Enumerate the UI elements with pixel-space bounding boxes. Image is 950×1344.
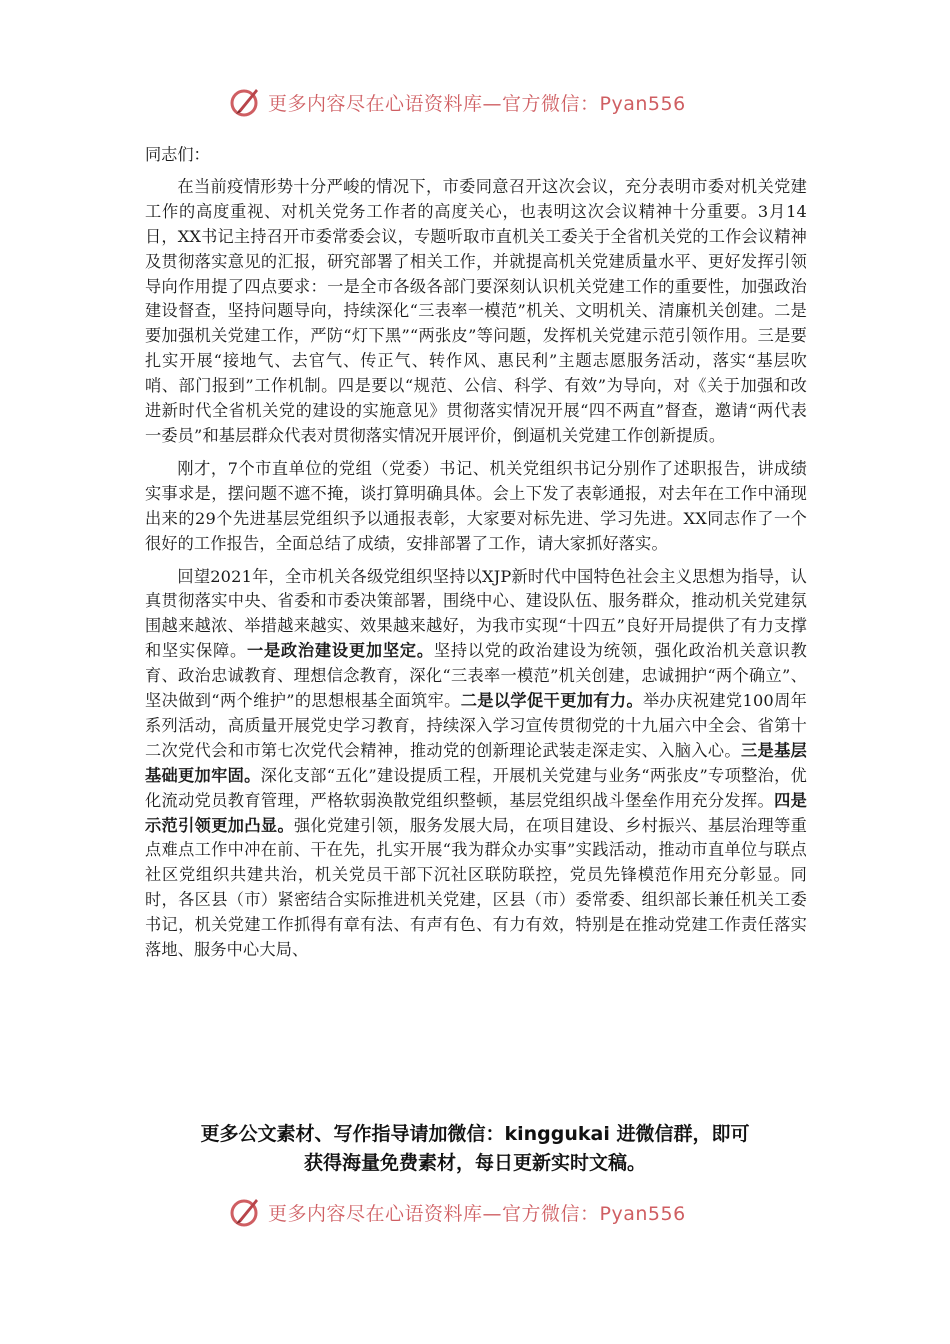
quill-logo-icon (228, 1195, 262, 1229)
promo-notice (120, 1120, 830, 1178)
bold-heading: 四是示范引领更加凸显。 (145, 790, 807, 835)
paragraph-text: 坚持以党的政治建设为统领，强化政治机关意识教育、政治忠诚教育、理想信念教育，深化“三表率一模范”机关创建，忠诚拥护“两个确立”、坚决做到“两个维护”的思想根基全面筑牢。 (145, 641, 807, 711)
greeting: 同志们： (145, 145, 210, 164)
paragraph-text: 刚才，7个市直单位的党组（党委）书记、机关党组织书记分别作了述职报告，讲成绩实事求是，摆问题不遮不掩，谈打算明确具体。会上下发了表彰通报，对去年在工作中涌现出来的29个先进基层党组织予以通报表彰，大家要对标先进、学习先进。XX同志作了一个很好的工作报告，全面总结了成绩，安排部署了工作，请大家抓好落实。 (145, 458, 807, 553)
bold-heading: 三是基层基础更加牢固。 (145, 740, 807, 785)
paragraph-text: 举办庆祝建党100周年系列活动，高质量开展党史学习教育，持续深入学习宣传贯彻党的十九届六中全会、省第十二次党代会和市第七次党代会精神，推动党的创新理论武装走深走实、入脑入心。 (145, 691, 808, 760)
footer-banner-text: 更多内容尽在心语资料库—官方微信：Pyan556 (268, 1202, 686, 1225)
document-body (145, 143, 807, 971)
header-banner (228, 82, 748, 122)
header-banner-text: 更多内容尽在心语资料库—官方微信：Pyan556 (268, 92, 686, 115)
paragraph-1 (145, 175, 807, 449)
promo-line-2: 获得海量免费素材，每日更新实时文稿。 (303, 1152, 646, 1174)
paragraph-text: 深化支部“五化”建设提质工程，开展机关党建与业务“两张皮”专项整治，优化流动党员教育管理，严格软弱涣散党组织整顿，基层党组织战斗堡垒作用充分发挥。 (145, 765, 807, 810)
footer-banner (228, 1192, 748, 1232)
paragraph-text: 强化党建引领，服务发展大局，在项目建设、乡村振兴、基层治理等重点难点工作中冲在前、干在先，扎实开展“我为群众办实事”实践活动，推动市直单位与联点社区党组织共建共治，机关党员干部下沉社区联防联控，党员先锋模范作用充分彰显。同时，各区县（市）紧密结合实际推进机关党建，区县（市）委常委、组织部长兼任机关工委书记，机关党建工作抓得有章有法、有声有色、有力有效，特别是在推动党建工作责任落实落地、服务中心大局、 (145, 815, 807, 960)
paragraph-text: 回望2021年，全市机关各级党组织坚持以XJP新时代中国特色社会主义思想为指导，认真贯彻落实中央、省委和市委决策部署，围绕中心、建设队伍、服务群众，推动机关党建氛围越来越浓、举措越来越实、效果越来越好，为我市实现“十四五”良好开局提供了有力支撑和坚实保障。 (145, 566, 807, 661)
quill-logo-icon (228, 85, 262, 119)
promo-line-1: 更多公文素材、写作指导请加微信：kinggukai 进微信群，即可 (200, 1123, 750, 1145)
paragraph-3 (145, 565, 807, 964)
bold-heading: 二是以学促干更加有力。 (460, 691, 644, 711)
bold-heading: 一是政治建设更加坚定。 (246, 641, 434, 661)
paragraph-text: 在当前疫情形势十分严峻的情况下，市委同意召开这次会议，充分表明市委对机关党建工作的高度重视、对机关党务工作者的高度关心，也表明这次会议精神十分重要。3月14日，XX书记主持召开市委常委会议，专题听取市直机关工委关于全省机关党的工作会议精神及贯彻落实意见的汇报，研究部署了相关工作，并就提高机关党建质量水平、更好发挥引领导向作用提了四点要求：一是全市各级各部门要深刻认识机关党建工作的重要性，加强政治建设督查，坚持问题导向，持续深化“三表率一模范”机关、文明机关、清廉机关创建。二是要加强机关党建工作，严防“灯下黑”“两张皮”等问题，发挥机关党建示范引领作用。三是要扎实开展“接地气、去官气、传正气、转作风、惠民利”主题志愿服务活动，落实“基层吹哨、部门报到”工作机制。四是要以“规范、公信、科学、有效”为导向，对《关于加强和改进新时代全省机关党的建设的实施意见》贯彻落实情况开展“四不两直”督查，邀请“两代表一委员”和基层群众代表对贯彻落实情况开展评价，倒逼机关党建工作创新提质。 (145, 176, 807, 445)
paragraph-2 (145, 457, 807, 557)
